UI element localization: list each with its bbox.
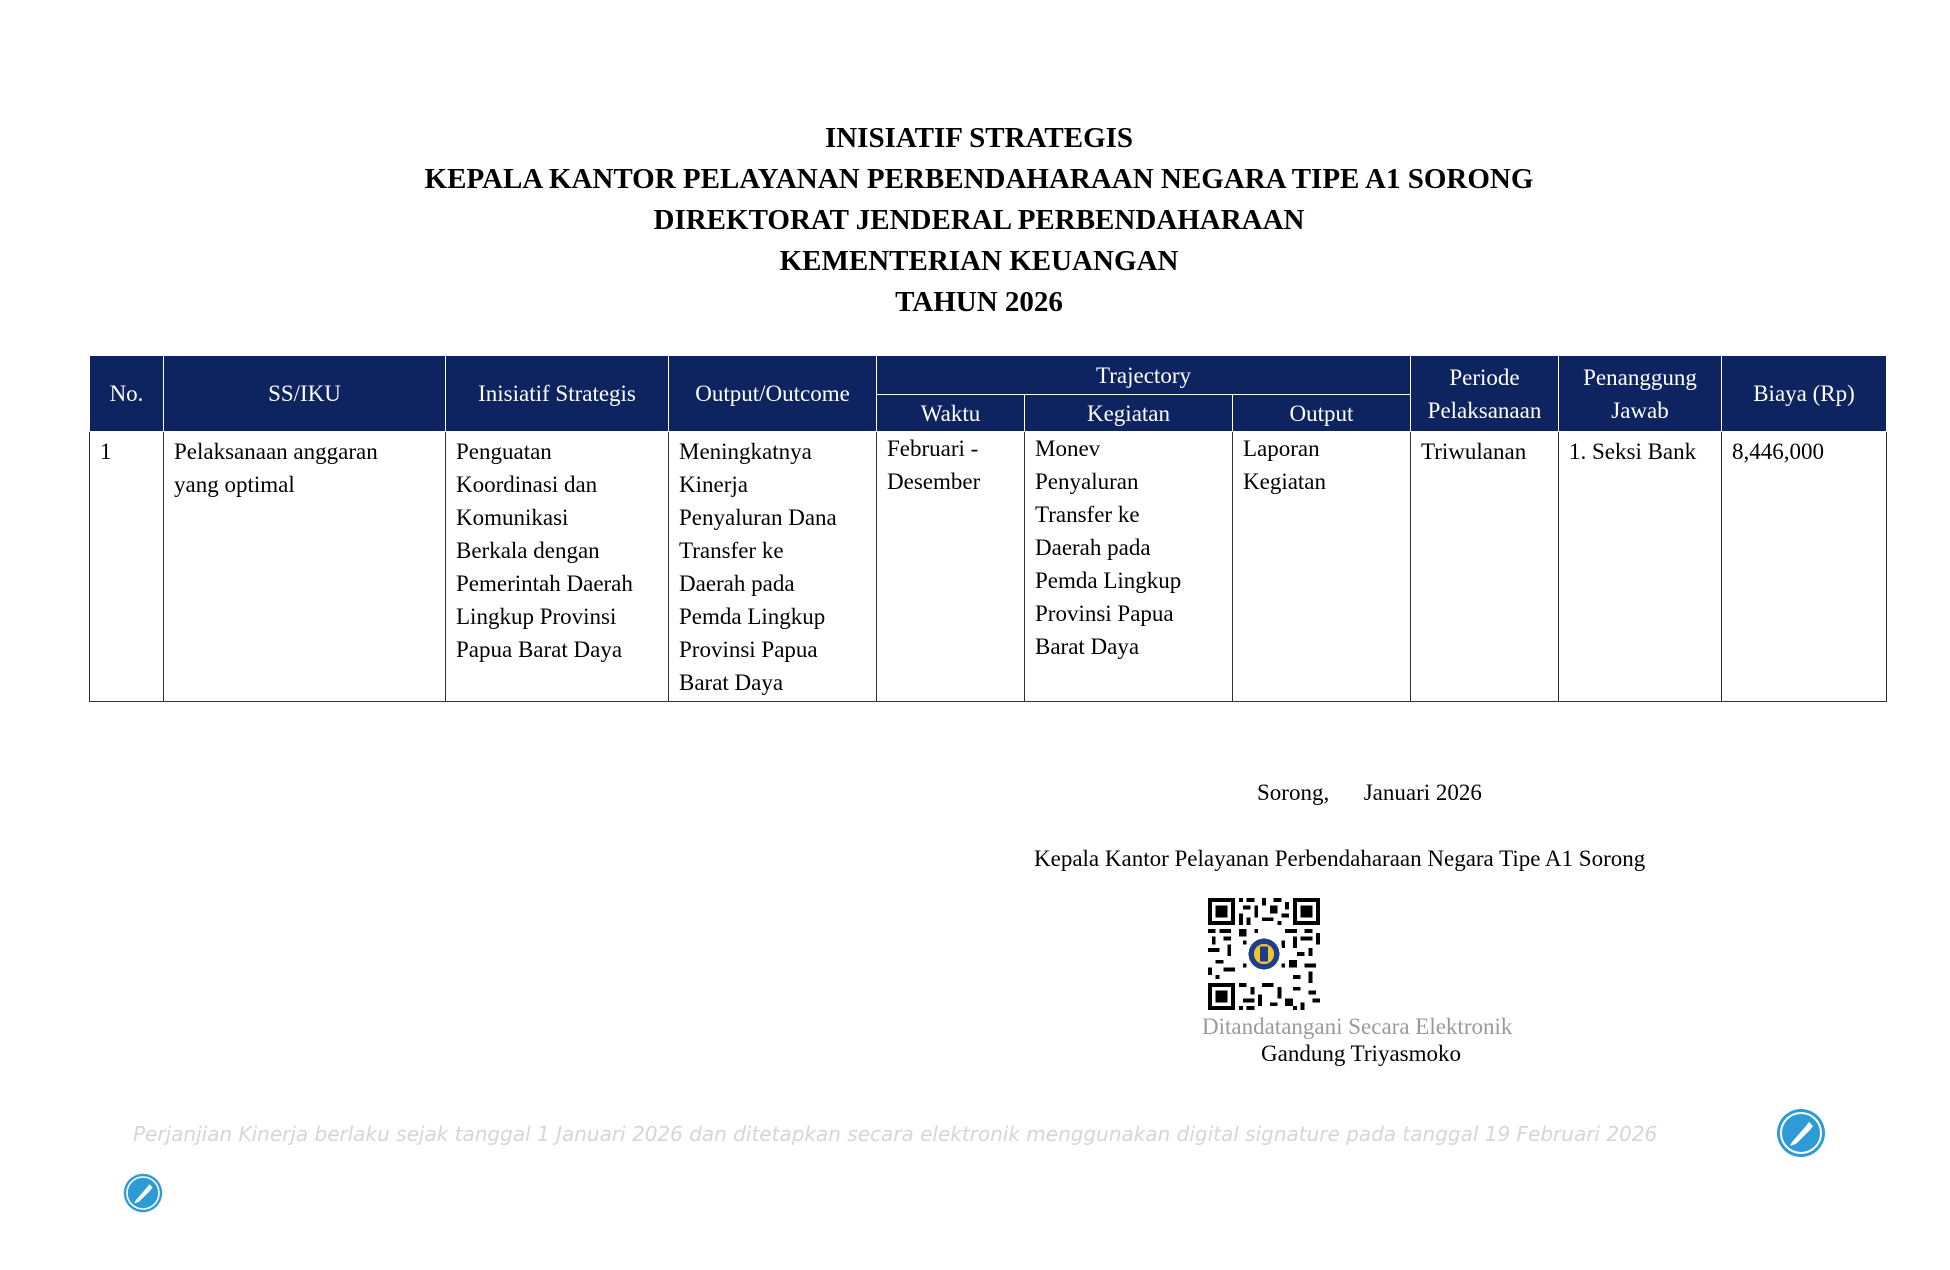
header-inisiatif-strategis: Inisiatif Strategis [446,356,669,432]
pen-signature-badge-icon [1776,1108,1826,1158]
cell-line: Penyaluran [1035,469,1139,494]
cell-line: Februari - [887,436,979,461]
header-no: No. [90,356,164,432]
cell-line: Daerah pada [679,571,795,596]
signature-place-date: Sorong, Januari 2026 [1257,780,1482,805]
header-penanggung-line-2: Jawab [1611,397,1669,423]
signatory-name: Gandung Triyasmoko [1261,1041,1461,1066]
electronic-signature-note: Ditandatangani Secara Elektronik [1202,1014,1513,1039]
document-title [0,118,1950,323]
cell-line: Transfer ke [679,538,784,563]
inisiatif-strategis-table [89,355,1887,702]
cell-line: Transfer ke [1035,502,1140,527]
cell-line: Pemda Lingkup [1035,568,1182,593]
title-line-2: KEPALA KANTOR PELAYANAN PERBENDAHARAAN NEGARA TIPE A1 SORONG [424,163,1534,195]
cell-line: Laporan [1243,436,1320,461]
cell-line: Pemerintah Daerah [456,571,633,596]
title-line-5: TAHUN 2026 [895,286,1063,318]
cell-line: Penguatan [456,439,552,464]
footer-note: Perjanjian Kinerja berlaku sejak tanggal 1 Januari 2026 dan ditetapkan secara elektronik menggunakan digital signature pada tanggal 19 Februari 2026 [133,1122,1658,1146]
cell-line: Komunikasi [456,505,569,530]
header-ss-iku: SS/IKU [164,356,446,432]
header-kegiatan: Kegiatan [1025,395,1233,432]
header-biaya: Biaya (Rp) [1722,356,1887,432]
pen-signature-badge-icon [123,1173,163,1213]
table-row [90,432,1887,702]
cell-line: Kegiatan [1243,469,1327,494]
cell-output-outcome [669,432,877,702]
cell-line: Koordinasi dan [456,472,598,497]
header-penanggung-line-1: Penanggung [1583,364,1697,390]
cell-line: Meningkatnya [679,439,812,464]
header-periode-line-2: Pelaksanaan [1427,397,1542,423]
cell-line: Monev [1035,436,1101,461]
cell-line: Barat Daya [1035,634,1140,659]
cell-line: Daerah pada [1035,535,1151,560]
cell-line: Barat Daya [679,670,784,695]
cell-penanggung-jawab: 1. Seksi Bank [1559,432,1722,702]
title-line-1: INISIATIF STRATEGIS [824,122,1134,154]
cell-no: 1 [90,432,164,702]
cell-line: Penyaluran Dana [679,505,837,530]
cell-line: Pelaksanaan anggaran [174,439,378,464]
cell-kegiatan [1025,432,1233,702]
cell-ss-iku [164,432,446,702]
header-penanggung-jawab [1559,356,1722,432]
cell-output [1233,432,1411,702]
title-line-4: KEMENTERIAN KEUANGAN [779,245,1179,277]
qr-code-icon [1208,898,1320,1010]
cell-line: Lingkup Provinsi [456,604,617,629]
cell-line: Provinsi Papua [679,637,818,662]
cell-line: Pemda Lingkup [679,604,826,629]
header-waktu: Waktu [877,395,1025,432]
cell-line: Berkala dengan [456,538,600,563]
cell-periode: Triwulanan [1411,432,1559,702]
cell-line: Provinsi Papua [1035,601,1174,626]
cell-line: Kinerja [679,472,748,497]
cell-line: Desember [887,469,981,494]
cell-line: Papua Barat Daya [456,637,623,662]
header-periode-line-1: Periode [1449,364,1520,390]
header-output-outcome: Output/Outcome [669,356,877,432]
cell-waktu [877,432,1025,702]
title-line-3: DIREKTORAT JENDERAL PERBENDAHARAAN [653,204,1305,236]
cell-inisiatif [446,432,669,702]
header-trajectory: Trajectory [877,356,1411,395]
header-periode-pelaksanaan [1411,356,1559,432]
cell-biaya: 8,446,000 [1722,432,1887,702]
signature-role: Kepala Kantor Pelayanan Perbendaharaan Negara Tipe A1 Sorong [1034,846,1646,871]
header-output: Output [1233,395,1411,432]
cell-line: yang optimal [174,472,295,497]
